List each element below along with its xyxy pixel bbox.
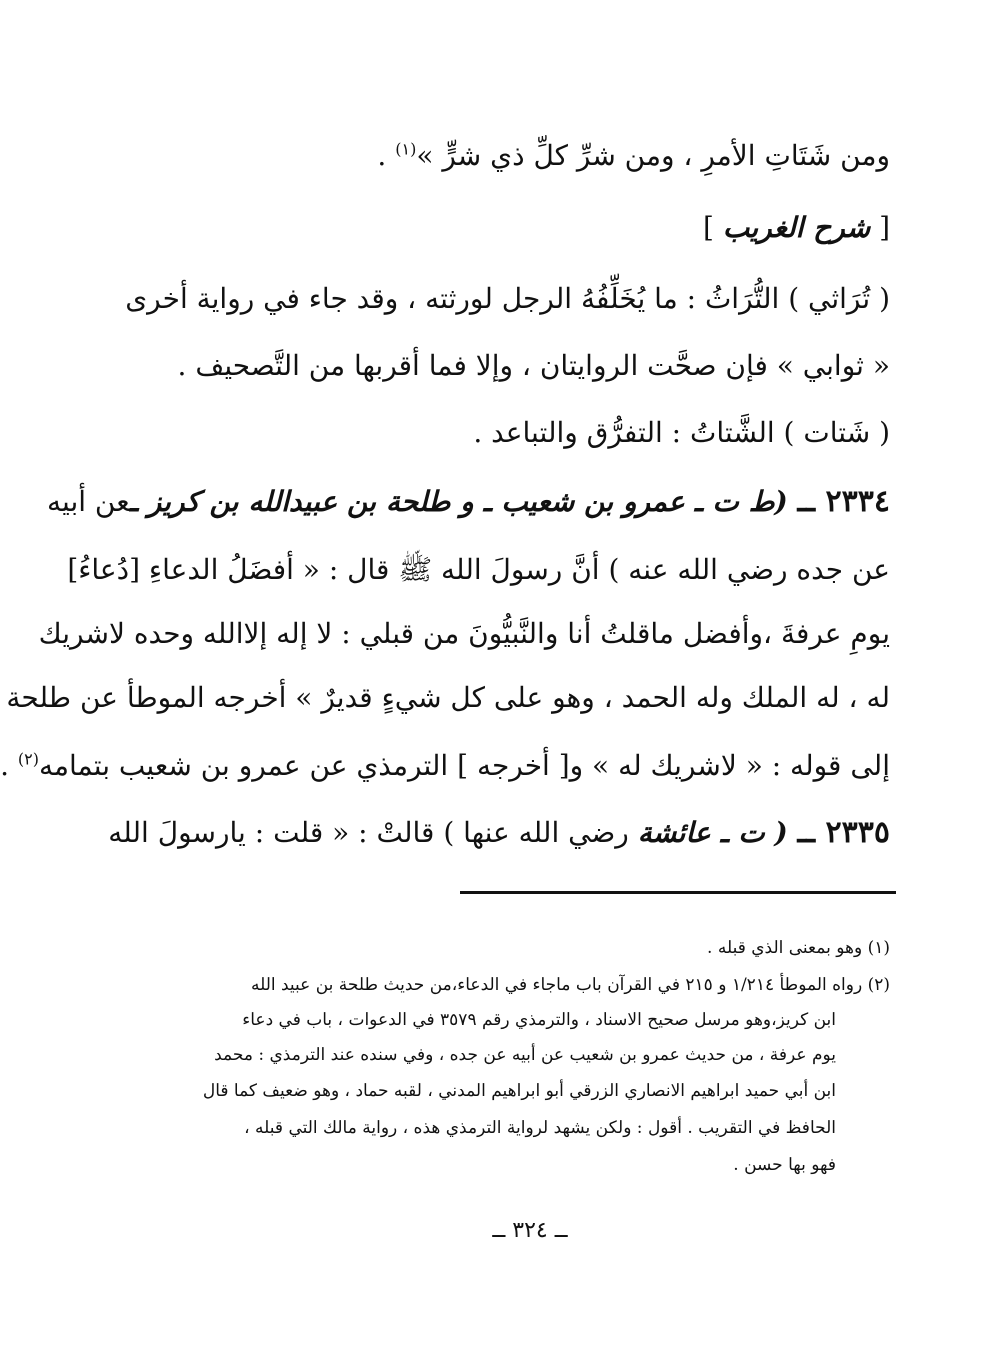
section-heading <box>703 208 890 248</box>
text-line-7: عن جده رضي الله عنه ) أنَّ رسولَ الله ﷺ قال : « أفضَلُ الدعاءِ [دُعاءُ] <box>67 553 890 586</box>
line-1-text: ومن شَتَاتِ الأمرِ ، ومن شرِّ كلِّ ذي شرٍّ » <box>416 139 890 172</box>
text-line-8: يومِ عرفةَ ،وأفضل ماقلتُ أنا والنَّبيُّونَ من قبلي : لا إله إلاالله وحده لاشريك <box>38 617 890 650</box>
footnote-separator <box>460 891 896 894</box>
heading-title: شرح الغريب <box>722 211 871 244</box>
heading-bracket-close: ] <box>703 211 723 244</box>
text-line-10 <box>0 746 890 786</box>
footnote-2-line-1: (٢) رواه الموطأ ١/٢١٤ و ٢١٥ في القرآن باب ماجاء في الدعاء،من حديث طلحة بن عبيد الله <box>250 975 890 995</box>
hadith-2334-source: (ط ت ـ عمرو بن شعيب ـ و طلحة بن عبيدالله بن كريز ـ <box>129 485 798 518</box>
footnote-2-line-3: يوم عرفة ، من حديث عمرو بن شعيب عن أبيه عن جده ، وفي سنده عند الترمذي : محمد <box>214 1045 836 1065</box>
text-line-4: « ثوابي » فإن صحَّت الروايتان ، وإلا فما أقربها من التَّصحيف . <box>177 349 890 382</box>
text-line-5: ( شَتات ) الشَّتاتُ : التفرُّق والتباعد . <box>473 416 890 449</box>
page-number: ــ ٣٢٤ ــ <box>492 1218 568 1243</box>
footnote-2-line-6: فهو بها حسن . <box>733 1155 836 1175</box>
hadith-2335-text-start: رضي الله عنها ) قالتْ : « قلت : يارسولَ الله <box>108 816 638 849</box>
text-line-1 <box>152 136 890 176</box>
line-10-end: . <box>0 749 18 782</box>
hadith-number-2334: ٢٣٣٤ ــ <box>797 484 890 519</box>
text-line-9: له ، له الملك وله الحمد ، وهو على كل شيءٍ قديرٌ » أخرجه الموطأ عن طلحة <box>6 681 890 714</box>
line-1-end: . <box>377 139 396 172</box>
hadith-number-2335: ٢٣٣٥ ــ <box>797 815 890 850</box>
footnote-1: (١) وهو بمعنى الذي قبله . <box>707 938 890 958</box>
footnote-2-line-4: ابن أبي حميد ابراهيم الانصاري الزرقي أبو ابراهيم المدني ، لقبه حماد ، وهو ضعيف كما قال <box>202 1081 836 1101</box>
hadith-2335-header <box>108 813 890 853</box>
footnote-2-line-2: ابن كريز،وهو مرسل صحيح الاسناد ، والترمذي رقم ٣٥٧٩ في الدعوات ، باب في دعاء <box>242 1010 836 1030</box>
footnote-marker-1: (١) <box>395 139 417 159</box>
text-line-3: ( تُرَاثي ) التُّرَاثُ : ما يُخَلِّفُهُ الرجل لورثته ، وقد جاء في رواية أخرى <box>125 282 890 315</box>
line-10-text: إلى قوله : « لاشريك له » و[ أخرجه ] الترمذي عن عمرو بن شعيب بتمامه <box>39 749 890 782</box>
heading-bracket-open: [ <box>870 211 890 244</box>
footnote-2-line-5: الحافظ في التقريب . أقول : ولكن يشهد لرواية الترمذي هذه ، رواية مالك التي قبله ، <box>244 1118 836 1138</box>
hadith-2334-text-start: عن أبيه <box>46 485 130 518</box>
hadith-2334-header <box>46 482 890 522</box>
footnote-marker-2: (٢) <box>17 749 40 769</box>
hadith-2335-source: ( ت ـ عائشة <box>637 816 798 849</box>
